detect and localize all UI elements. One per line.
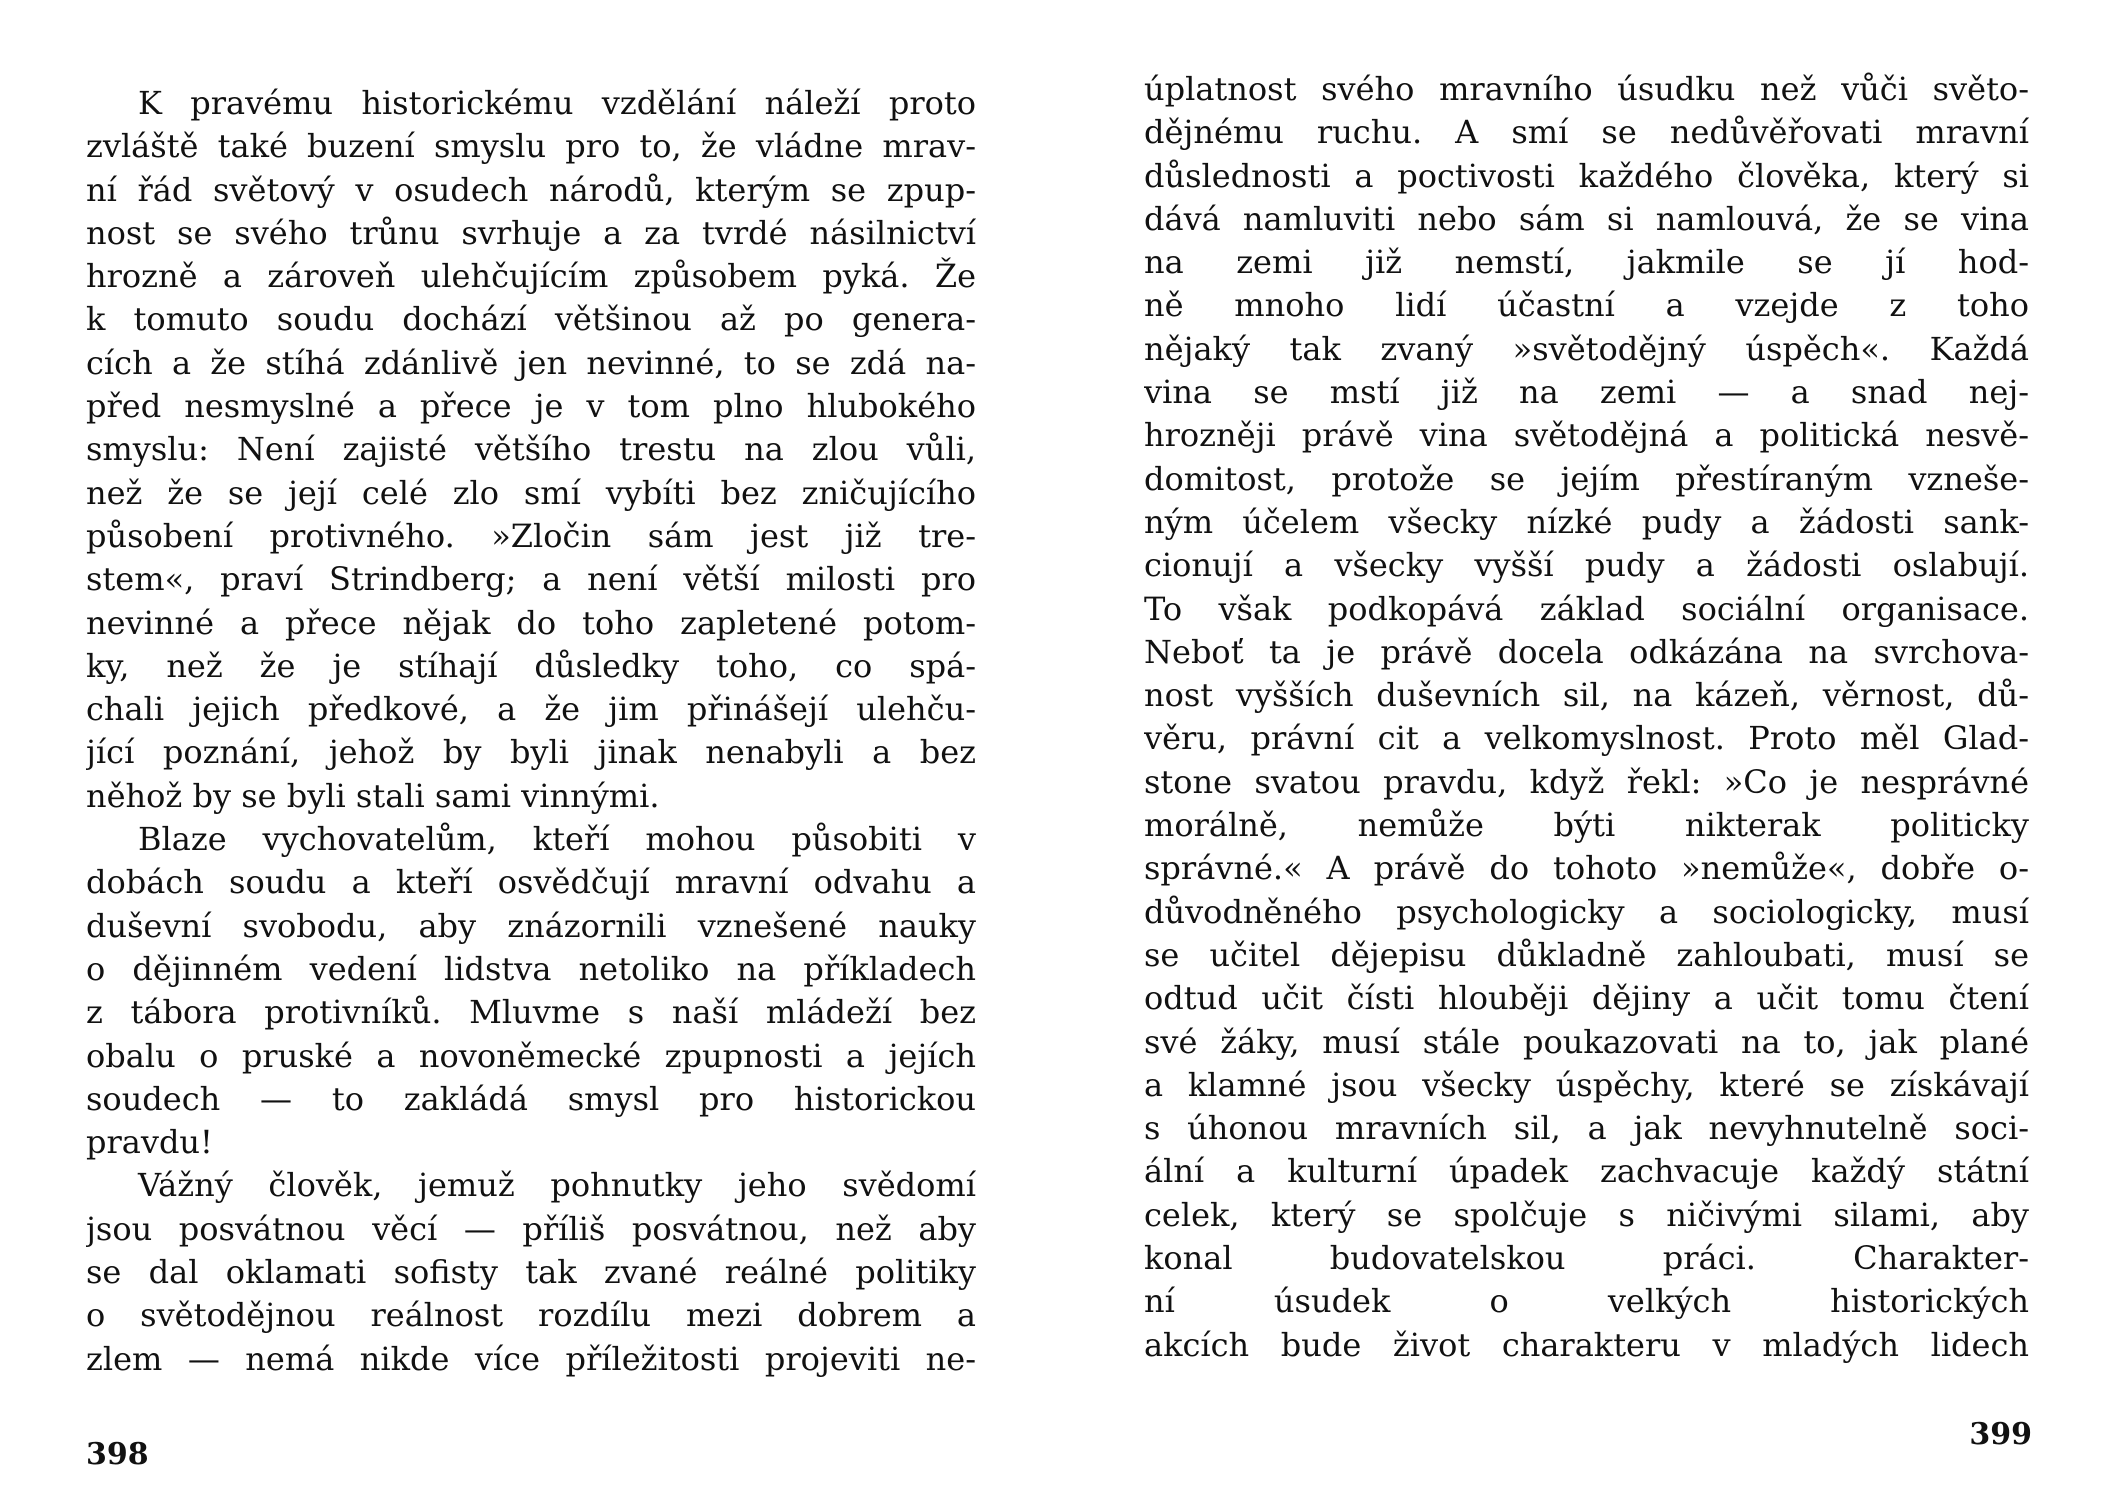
right-page: [1052, 0, 2104, 1500]
text-line: důslednosti a poctivosti každého člověka, který si: [1144, 156, 2029, 195]
text-line: Blaze vychovatelům, kteří mohou působiti v: [138, 820, 976, 859]
text-line: nost vyšších duševních sil, na kázeň, věrnost, dů-: [1144, 676, 2029, 715]
text-line: z tábora protivníků. Mluvme s naší mládeží bez: [86, 993, 976, 1032]
text-line: než že se její celé zlo smí vybíti bez zničujícího: [86, 473, 976, 512]
text-line: ky, než že je stíhají důsledky toho, co spá-: [86, 646, 976, 685]
text-line: nějaký tak zvaný »světodějný úspěch«. Každá: [1144, 329, 2029, 368]
text-line: o světodějnou reálnost rozdílu mezi dobrem a: [86, 1296, 976, 1335]
text-line: chali jejich předkové, a že jim přinášejí ulehču-: [86, 690, 976, 729]
left-page-number: 398: [86, 1437, 149, 1472]
text-line: důvodněného psychologicky a sociologicky, musí: [1144, 892, 2029, 931]
text-line: vina se mstí již na zemi — a snad nej-: [1144, 373, 2029, 412]
text-line: pravdu!: [86, 1123, 213, 1162]
text-line: smyslu: Není zajisté většího trestu na zlou vůli,: [86, 430, 976, 469]
text-line: obalu o pruské a novoněmecké zpupnosti a jejích: [86, 1036, 976, 1075]
text-line: odtud učit čísti hlouběji dějiny a učit tomu čtení: [1144, 979, 2029, 1018]
right-page-text: [1144, 68, 2029, 1367]
text-line: jící poznání, jehož by byli jinak nenabyli a bez: [86, 733, 976, 772]
text-line: nost se svého trůnu svrhuje a za tvrdé násilnictví: [86, 213, 976, 252]
text-line: ní úsudek o velkých historických: [1144, 1282, 2029, 1321]
text-line: dává namluviti nebo sám si namlouvá, že se vina: [1144, 199, 2029, 238]
text-line: Neboť ta je právě docela odkázána na svrchova-: [1144, 632, 2029, 671]
text-line: k tomuto soudu dochází většinou až po genera-: [86, 300, 976, 339]
text-line: ní řád světový v osudech národů, kterým se zpup-: [86, 170, 976, 209]
text-line: dějnému ruchu. A smí se nedůvěřovati mravní: [1144, 113, 2029, 152]
text-line: konal budovatelskou práci. Charakter-: [1144, 1239, 2029, 1278]
text-line: něhož by se byli stali sami vinnými.: [86, 776, 660, 815]
text-line: hrozněji právě vina světodějná a politická nesvě-: [1144, 416, 2029, 455]
text-line: celek, který se spolčuje s ničivými silami, aby: [1144, 1195, 2029, 1234]
text-line: ně mnoho lidí účastní a vzejde z toho: [1144, 286, 2029, 325]
text-line: úplatnost svého mravního úsudku než vůči světo-: [1144, 70, 2029, 108]
text-line: své žáky, musí stále poukazovati na to, jak plané: [1144, 1022, 2029, 1061]
text-line: soudech — to zakládá smysl pro historickou: [86, 1079, 976, 1118]
text-line: domitost, protože se jejím přestíraným vzneše-: [1144, 459, 2029, 498]
text-line: před nesmyslné a přece je v tom plno hlubokého: [86, 387, 976, 426]
text-line: se dal oklamati sofisty tak zvané reálné politiky: [86, 1253, 976, 1292]
text-line: věru, právní cit a velkomyslnost. Proto měl Glad-: [1144, 719, 2029, 758]
text-line: hrozně a zároveň ulehčujícím způsobem pyká. Že: [86, 257, 976, 296]
text-line: o dějinném vedení lidstva netoliko na příkladech: [86, 949, 976, 988]
text-line: s úhonou mravních sil, a jak nevyhnutelně soci-: [1144, 1109, 2029, 1148]
text-line: působení protivného. »Zločin sám jest již tre-: [86, 516, 976, 555]
text-line: Vážný člověk, jemuž pohnutky jeho svědomí: [138, 1166, 976, 1205]
right-page-number: 399: [1969, 1417, 2032, 1452]
text-line: stem«, praví Strindberg; a není větší milosti pro: [86, 560, 976, 599]
left-page-text: [86, 82, 976, 1381]
text-line: a klamné jsou všecky úspěchy, které se získávají: [1144, 1065, 2029, 1104]
text-line: se učitel dějepisu důkladně zahloubati, musí se: [1144, 935, 2029, 974]
text-line: jsou posvátnou věcí — příliš posvátnou, než aby: [86, 1209, 976, 1248]
text-line: ální a kulturní úpadek zachvacuje každý státní: [1144, 1152, 2029, 1191]
text-line: na zemi již nemstí, jakmile se jí hod-: [1144, 243, 2029, 282]
text-line: zvláště také buzení smyslu pro to, že vládne mrav-: [86, 127, 976, 166]
text-line: nevinné a přece nějak do toho zapletené potom-: [86, 603, 976, 642]
text-line: To však podkopává základ sociální organisace.: [1144, 589, 2029, 628]
text-line: stone svatou pravdu, když řekl: »Co je nesprávné: [1144, 762, 2029, 801]
text-line: zlem — nemá nikde více příležitosti projeviti ne-: [86, 1339, 976, 1378]
text-line: K pravému historickému vzdělání náleží proto: [138, 84, 976, 122]
text-line: akcích bude život charakteru v mladých lidech: [1144, 1325, 2029, 1364]
text-line: duševní svobodu, aby znázornili vznešené nauky: [86, 906, 976, 945]
text-line: cionují a všecky vyšší pudy a žádosti oslabují.: [1144, 546, 2029, 585]
text-line: ným účelem všecky nízké pudy a žádosti sank-: [1144, 502, 2029, 541]
text-line: dobách soudu a kteří osvědčují mravní odvahu a: [86, 863, 976, 902]
text-line: morálně, nemůže býti nikterak politicky: [1144, 806, 2029, 845]
text-line: správné.« A právě do tohoto »nemůže«, dobře o-: [1144, 849, 2029, 888]
text-line: cích a že stíhá zdánlivě jen nevinné, to se zdá na-: [86, 343, 976, 382]
